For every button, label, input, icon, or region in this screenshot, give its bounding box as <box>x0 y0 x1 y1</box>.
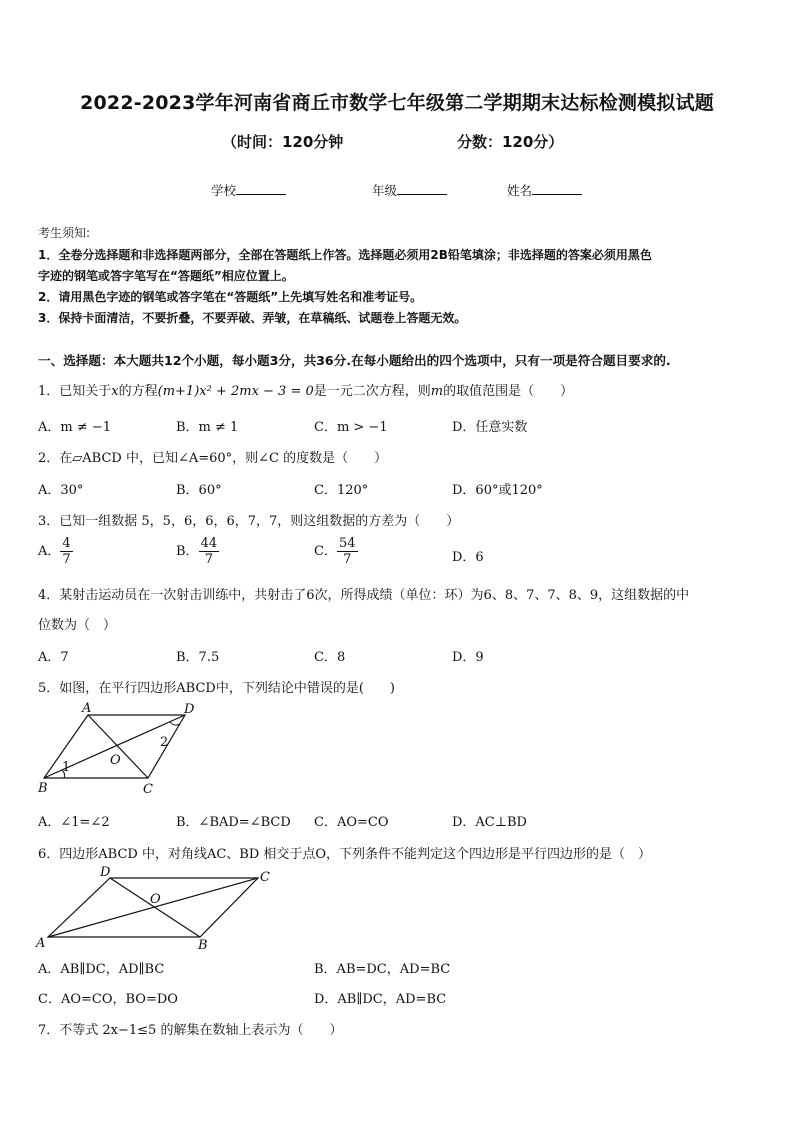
q4-option-b[interactable]: B．7.5 <box>176 650 220 665</box>
grade-label: 年级 <box>372 183 398 198</box>
notes-item-2: 2．请用黑色字迹的钢笔或答字笔在“答题纸”上先填写姓名和准考证号。 <box>38 290 423 304</box>
question-6: 6．四边形ABCD 中，对角线AC、BD 相交于点O，下列条件不能判定这个四边形是平行四边形的是（ ） <box>38 847 652 862</box>
q6-option-b[interactable]: B．AB=DC，AD=BC <box>314 962 451 977</box>
notes-item-3: 3．保持卡面清洁，不要折叠，不要弄破、弄皱，在草稿纸、试题卷上答题无效。 <box>38 311 467 325</box>
q5-option-b[interactable]: B．∠BAD=∠BCD <box>176 815 291 830</box>
page-title: 2022-2023学年河南省商丘市数学七年级第二学期期末达标检测模拟试题 <box>80 92 714 114</box>
q1-option-b[interactable]: B．m ≠ 1 <box>176 420 239 435</box>
question-4-line1: 4．某射击运动员在一次射击训练中，共射击了6次，所得成绩（单位：环）为6、8、7、7、8、9，这组数据的中 <box>38 588 690 603</box>
fraction: $\frac{44}{7}$ <box>200 536 218 567</box>
vertex-label-a: A <box>82 701 92 716</box>
name-label: 姓名 <box>507 183 533 198</box>
name-field[interactable] <box>507 181 582 199</box>
exam-time: （时间：120分钟 <box>222 133 344 151</box>
q6-quadrilateral-figure <box>30 863 280 953</box>
vertex-label-d: D <box>100 865 111 880</box>
q5-option-a[interactable]: A．∠1=∠2 <box>38 815 110 830</box>
grade-field[interactable] <box>372 181 447 199</box>
vertex-label-b: B <box>198 938 208 953</box>
center-label-o: O <box>150 892 161 907</box>
q3-option-a[interactable]: A． $\frac{4}{7}$ <box>38 536 71 567</box>
notes-item-1: 1．全卷分选择题和非选择题两部分，全部在答题纸上作答。选择题必须用2B铅笔填涂；非选择题的答案必须用黑色 <box>38 248 652 262</box>
question-3: 3．已知一组数据 5，5，6，6，6，7，7，则这组数据的方差为（ ） <box>38 514 460 529</box>
school-blank[interactable] <box>236 182 286 195</box>
exam-score: 分数：120分） <box>457 133 564 151</box>
vertex-label-c: C <box>143 782 153 797</box>
name-blank[interactable] <box>532 182 582 195</box>
q6-option-d[interactable]: D．AB∥DC，AD=BC <box>314 992 447 1007</box>
vertex-label-b: B <box>38 781 48 796</box>
question-7: 7．不等式 2x−1≤5 的解集在数轴上表示为（ ） <box>38 1023 343 1038</box>
vertex-label-a: A <box>36 936 46 951</box>
vertex-label-d: D <box>184 702 195 717</box>
q1-option-a[interactable]: A．m ≠ −1 <box>38 420 112 435</box>
angle-label-2: 2 <box>160 735 169 750</box>
q3-option-d[interactable]: D．6 <box>452 550 484 565</box>
notes-heading: 考生须知: <box>38 226 91 240</box>
question-2: 2．在▱ABCD 中，已知∠A=60°，则∠C 的度数是（ ） <box>38 451 388 466</box>
grade-blank[interactable] <box>397 182 447 195</box>
fraction: $\frac{4}{7}$ <box>62 536 71 567</box>
q5-option-c[interactable]: C．AO=CO <box>314 815 389 830</box>
q2-option-c[interactable]: C．120° <box>314 483 369 498</box>
q6-option-c[interactable]: C．AO=CO，BO=DO <box>38 992 178 1007</box>
question-5: 5．如图，在平行四边形ABCD中，下列结论中错误的是( ) <box>38 681 395 696</box>
center-label-o: O <box>110 753 121 768</box>
q3-option-b[interactable]: B． $\frac{44}{7}$ <box>176 536 218 567</box>
q4-option-c[interactable]: C．8 <box>314 650 346 665</box>
q2-option-d[interactable]: D．60°或120° <box>452 483 543 498</box>
notes-item-1b: 字迹的钢笔或答字笔写在“答题纸”相应位置上。 <box>38 269 294 283</box>
school-label: 学校 <box>211 183 237 198</box>
section-heading: 一、选择题：本大题共12个小题，每小题3分，共36分.在每小题给出的四个选项中，只有一项是符合题目要求的. <box>38 353 671 368</box>
q1-option-c[interactable]: C．m > −1 <box>314 420 388 435</box>
angle-label-1: 1 <box>62 760 71 775</box>
question-1: 1．已知关于x的方程(m+1)x² + 2mx − 3 = 0是一元二次方程，则m的取值范围是（ ） <box>38 384 574 399</box>
vertex-label-c: C <box>260 870 270 885</box>
q5-parallelogram-figure <box>30 700 210 800</box>
q2-option-a[interactable]: A．30° <box>38 483 84 498</box>
q5-option-d[interactable]: D．AC⊥BD <box>452 815 527 830</box>
q1-option-d[interactable]: D．任意实数 <box>452 420 528 435</box>
q6-option-a[interactable]: A．AB∥DC，AD∥BC <box>38 962 165 977</box>
q2-option-b[interactable]: B．60° <box>176 483 222 498</box>
q4-option-a[interactable]: A．7 <box>38 650 69 665</box>
q4-option-d[interactable]: D．9 <box>452 650 484 665</box>
question-4-line2: 位数为（ ） <box>38 618 117 633</box>
q3-option-c[interactable]: C． $\frac{54}{7}$ <box>314 536 356 567</box>
fraction: $\frac{54}{7}$ <box>338 536 356 567</box>
school-field[interactable] <box>211 181 286 199</box>
